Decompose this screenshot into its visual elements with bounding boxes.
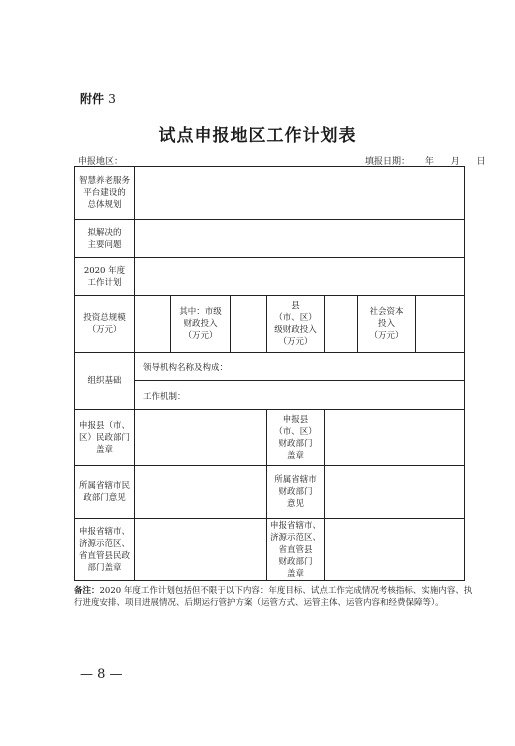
city-civil-opinion-field[interactable]: [135, 466, 267, 518]
overall-plan-field[interactable]: [135, 167, 464, 219]
day-label: 日: [476, 157, 486, 167]
attachment-number: 3: [108, 92, 116, 106]
work-mechanism-field[interactable]: [135, 381, 464, 410]
page-title: 试点申报地区工作计划表: [158, 126, 357, 146]
city-finance-opinion-field[interactable]: [325, 466, 464, 518]
region-label: 申报地区：: [78, 157, 124, 167]
provincial-finance-seal-label: 申报省辖市、 济源示范区、 省直管县 财政部门 盖章: [267, 519, 325, 580]
fill-date-label: 填报日期：: [365, 157, 411, 167]
annual-plan-field[interactable]: [135, 258, 464, 295]
row-city-opinions: [75, 466, 464, 519]
overall-plan-label: 智慧养老服务 平台建设的 总体规划: [75, 167, 135, 219]
main-problems-field[interactable]: [135, 220, 464, 257]
main-problems-label: 拟解决的 主要问题: [75, 220, 135, 257]
page-number: — 8 —: [80, 667, 123, 682]
county-funding-label: 县 （市、区） 级财政投入 （万元）: [267, 296, 325, 352]
county-civil-seal-label: 申报县（市、 区）民政部门 盖章: [75, 410, 135, 465]
work-mechanism-label: 工作机制：: [143, 391, 186, 402]
row-main-problems: [75, 220, 464, 258]
social-capital-field[interactable]: [416, 296, 464, 352]
leadership-name-label: 领导机构名称及构成：: [143, 362, 229, 373]
investment-total-label: 投资总规模 （万元）: [75, 296, 135, 352]
leadership-name-field[interactable]: [135, 353, 464, 381]
row-overall-plan: [75, 167, 464, 220]
row-investment: [75, 296, 464, 353]
city-civil-opinion-label: 所属省辖市民 政部门意见: [75, 466, 135, 518]
work-plan-table: [74, 166, 465, 581]
remarks: [74, 585, 474, 609]
annual-plan-label: 2020 年度 工作计划: [75, 258, 135, 295]
provincial-civil-seal-field[interactable]: [135, 519, 267, 580]
attachment-label: [80, 90, 116, 107]
attachment-text: 附件: [80, 92, 105, 106]
provincial-civil-seal-label: 申报省辖市、 济源示范区、 省直管县民政 部门盖章: [75, 519, 135, 580]
row-county-seals: [75, 410, 464, 466]
row-organization: [75, 353, 464, 410]
city-funding-label: 其中：市级 财政投入 （万元）: [171, 296, 231, 352]
county-finance-seal-label: 申报县 （市、区） 财政部门 盖章: [267, 410, 325, 465]
city-funding-field[interactable]: [231, 296, 267, 352]
investment-total-field[interactable]: [135, 296, 171, 352]
social-capital-label: 社会资本 投入 （万元）: [358, 296, 416, 352]
county-funding-field[interactable]: [325, 296, 358, 352]
month-label: 月: [450, 157, 460, 167]
remarks-label: 备注：: [74, 586, 100, 596]
remarks-text: 2020 年度工作计划包括但不限于以下内容：年度目标、试点工作完成情况考核指标、实施内容、执行进度安排、项目进展情况、后期运行管护方案（运管方式、运管主体、运管内容和经费保障等）。: [74, 586, 473, 608]
county-finance-seal-field[interactable]: [325, 410, 464, 465]
row-provincial-seals: [75, 519, 464, 580]
year-label: 年: [424, 157, 434, 167]
organization-label: 组织基础: [75, 353, 135, 409]
provincial-finance-seal-field[interactable]: [325, 519, 464, 580]
city-finance-opinion-label: 所属省辖市 财政部门 意见: [267, 466, 325, 518]
row-2020-plan: [75, 258, 464, 296]
county-civil-seal-field[interactable]: [135, 410, 267, 465]
